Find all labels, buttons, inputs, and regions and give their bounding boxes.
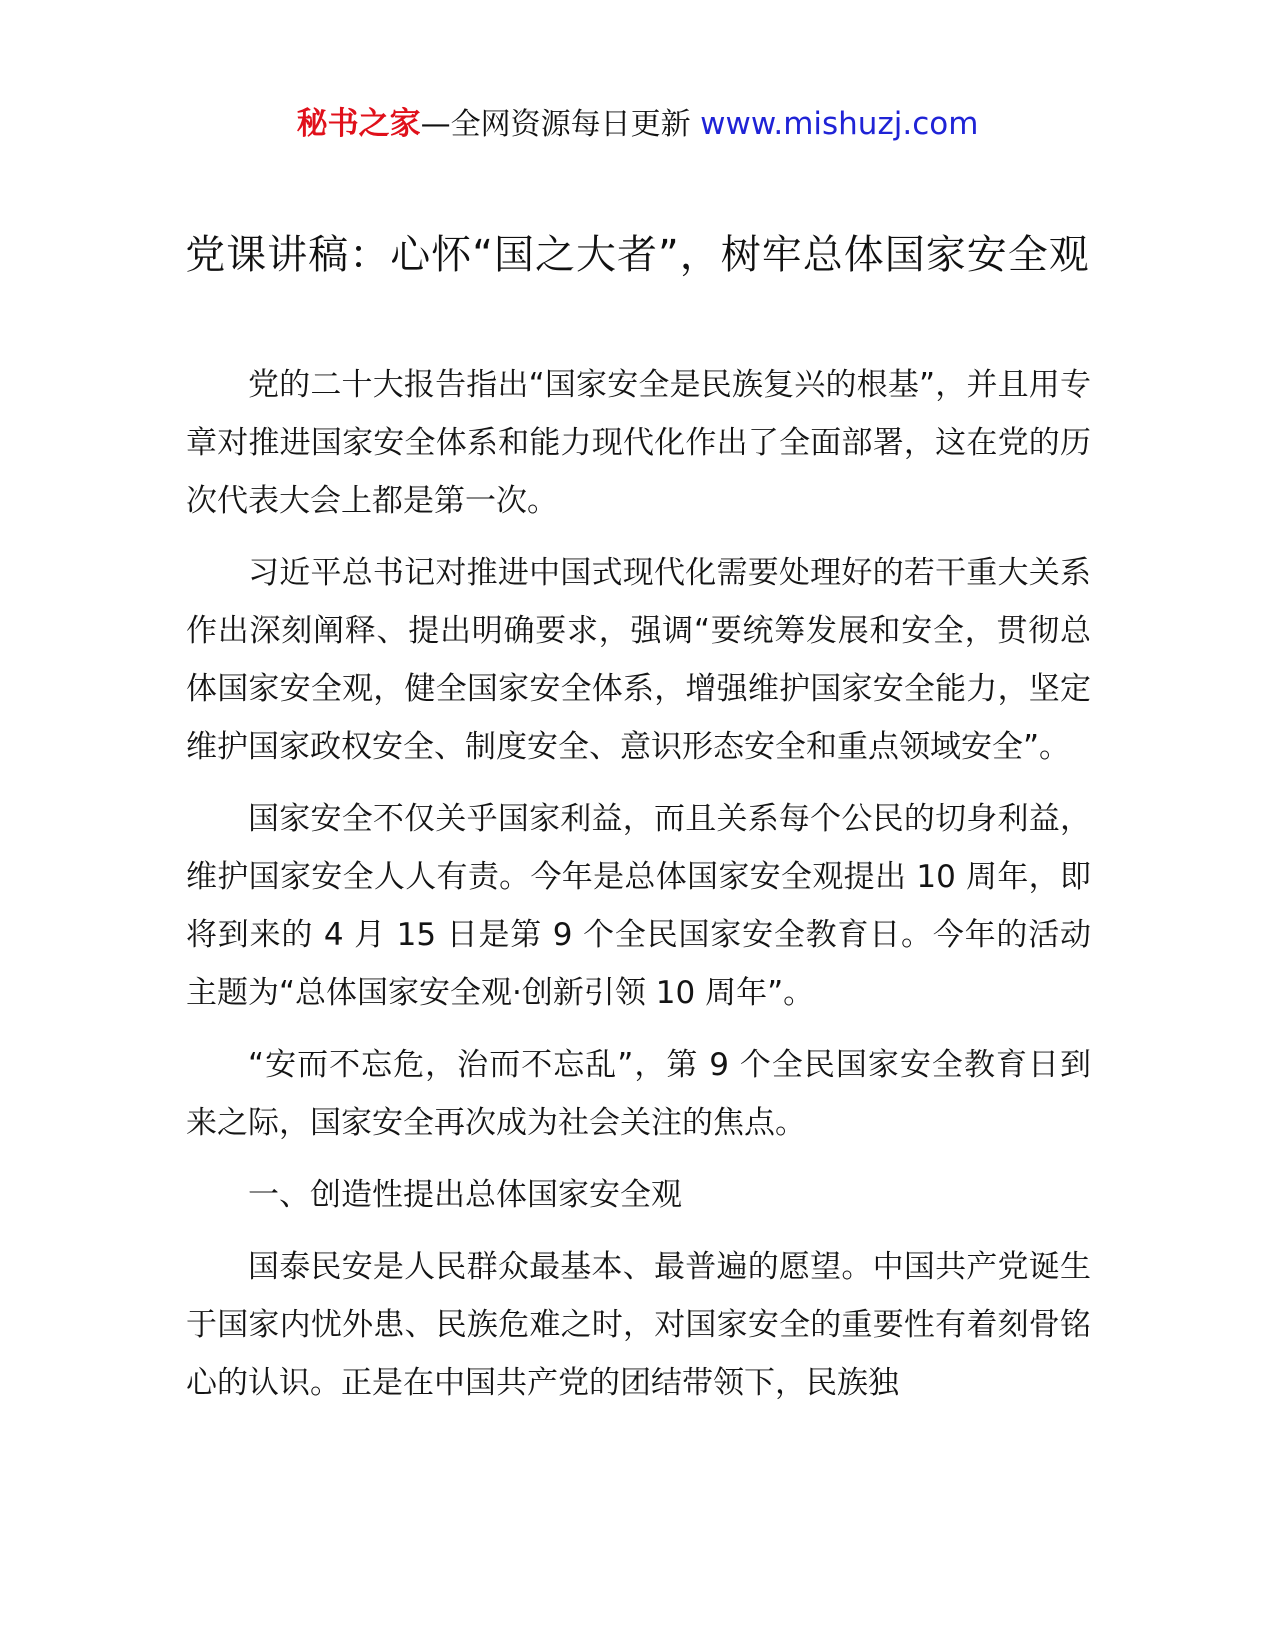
document-title: 党课讲稿：心怀“国之大者”，树牢总体国家安全观 — [185, 232, 1090, 278]
section-heading: 一、创造性提出总体国家安全观 — [248, 1177, 682, 1213]
body-paragraph: 党的二十大报告指出“国家安全是民族复兴的根基”，并且用专章对推进国家安全体系和能力现代化作出了全面部署，这在党的历次代表大会上都是第一次。 — [186, 367, 1091, 519]
site-link[interactable]: www.mishuzj.com — [700, 106, 979, 142]
body-paragraph: “安而不忘危，治而不忘乱”，第 9 个全民国家安全教育日到来之际，国家安全再次成为社会关注的焦点。 — [186, 1047, 1091, 1141]
document-body — [186, 356, 1091, 1426]
body-paragraph: 国泰民安是人民群众最基本、最普遍的愿望。中国共产党诞生于国家内忧外患、民族危难之时，对国家安全的重要性有着刻骨铭心的认识。正是在中国共产党的团结带领下，民族独 — [186, 1249, 1091, 1401]
site-tagline: —全网资源每日更新 — [420, 107, 701, 142]
site-header — [0, 100, 1275, 149]
body-paragraph: 习近平总书记对推进中国式现代化需要处理好的若干重大关系作出深刻阐释、提出明确要求，强调“要统筹发展和安全，贯彻总体国家安全观，健全国家安全体系，增强维护国家安全能力，坚定维护国家政权安全、制度安全、意识形态安全和重点领域安全”。 — [186, 555, 1091, 765]
site-brand: 秘书之家 — [296, 106, 421, 142]
body-paragraph: 国家安全不仅关乎国家利益，而且关系每个公民的切身利益，维护国家安全人人有责。今年是总体国家安全观提出 10 周年，即将到来的 4 月 15 日是第 9 个全民国家安全教育日。今年的活动主题为“总体国家安全观·创新引领 10 周年”。 — [186, 801, 1091, 1011]
